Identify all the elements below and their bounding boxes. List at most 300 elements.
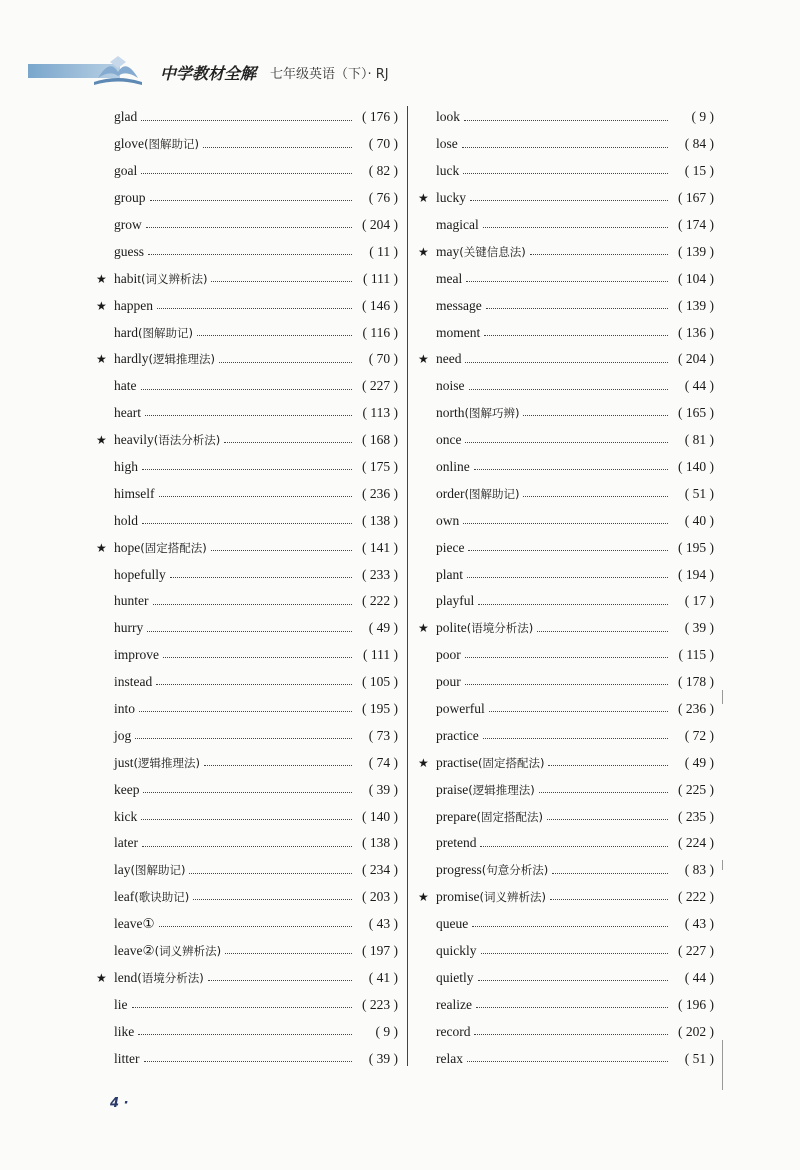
index-entry	[96, 131, 398, 158]
entry-page-ref: ( 70 )	[368, 136, 398, 152]
index-entry	[96, 265, 398, 292]
entry-page-ref: ( 17 )	[684, 593, 714, 609]
entry-page-ref: ( 15 )	[684, 163, 714, 179]
dot-leader	[463, 514, 668, 524]
entry-word: lend	[114, 969, 138, 985]
entry-page-ref: ( 73 )	[368, 727, 398, 743]
index-entry	[418, 884, 714, 911]
entry-page-ref: ( 224 )	[678, 835, 714, 851]
index-entry	[418, 857, 714, 884]
index-entry	[96, 292, 398, 319]
entry-word: grow	[114, 217, 142, 232]
index-entry	[96, 1018, 398, 1045]
index-entry	[418, 991, 714, 1018]
entry-word: habit	[114, 270, 141, 286]
dot-leader	[138, 1025, 352, 1035]
entry-word: online	[436, 459, 470, 475]
star-icon: ★	[418, 244, 429, 259]
entry-method-note: (逻辑推理法)	[133, 755, 200, 770]
entry-word: noise	[436, 378, 465, 394]
index-entry	[418, 965, 714, 992]
entry-page-ref: ( 140 )	[362, 808, 398, 824]
entry-page-ref: ( 136 )	[678, 324, 714, 340]
entry-method-note: (图解助记)	[138, 325, 193, 340]
entry-word: realize	[436, 996, 472, 1012]
dot-leader	[147, 621, 352, 631]
dot-leader	[478, 971, 669, 981]
dot-leader	[148, 245, 352, 255]
index-entry	[96, 158, 398, 185]
index-entry	[96, 185, 398, 212]
dot-leader	[484, 325, 668, 335]
index-entry	[418, 265, 714, 292]
dot-leader	[141, 164, 352, 174]
dot-leader	[481, 944, 669, 954]
index-entry	[418, 373, 714, 400]
entry-word: kick	[114, 808, 138, 824]
entry-method-note: (语境分析法)	[466, 621, 534, 636]
dot-leader	[489, 702, 668, 712]
index-entry	[418, 507, 714, 534]
entry-page-ref: ( 222 )	[362, 593, 398, 609]
entry-page-ref: ( 225 )	[678, 781, 714, 797]
entry-word: practice	[436, 727, 479, 743]
index-entry	[418, 427, 714, 454]
entry-page-ref: ( 44 )	[684, 378, 714, 394]
dot-leader	[224, 433, 352, 443]
star-icon: ★	[418, 890, 429, 905]
index-entry	[96, 373, 398, 400]
dot-leader	[142, 460, 352, 470]
dot-leader	[142, 836, 352, 846]
entry-word: prepare	[436, 808, 477, 824]
index-entry	[96, 400, 398, 427]
entry-page-ref: ( 203 )	[362, 889, 398, 905]
entry-page-ref: ( 11 )	[369, 243, 398, 259]
entry-page-ref: ( 197 )	[362, 943, 398, 959]
dot-leader	[193, 890, 352, 900]
entry-page-ref: ( 76 )	[368, 190, 398, 206]
index-entry	[418, 588, 714, 615]
dot-leader	[548, 756, 668, 766]
entry-page-ref: ( 70 )	[368, 351, 398, 367]
dot-leader	[203, 137, 352, 147]
entry-word: powerful	[436, 701, 485, 717]
index-entry	[418, 319, 714, 346]
entry-word: lay	[114, 862, 131, 878]
entry-method-note: (逻辑推理法)	[468, 782, 535, 797]
entry-word: pretend	[436, 835, 477, 851]
entry-word: improve	[114, 647, 159, 663]
entry-word: magical	[436, 217, 479, 232]
entry-page-ref: ( 111 )	[363, 270, 398, 286]
index-entry	[96, 884, 398, 911]
entry-word: goal	[114, 163, 138, 179]
dot-leader	[465, 352, 668, 362]
dot-leader	[146, 218, 352, 228]
dot-leader	[472, 917, 668, 927]
index-entry	[418, 615, 714, 642]
entry-word: hurry	[114, 620, 144, 636]
index-entry	[96, 857, 398, 884]
dot-leader	[163, 648, 352, 658]
entry-page-ref: ( 141 )	[362, 539, 398, 555]
index-entry	[96, 104, 398, 131]
entry-word: hardly	[114, 351, 149, 367]
index-entry	[418, 696, 714, 723]
index-column-right	[418, 104, 714, 1072]
index-entry	[418, 480, 714, 507]
entry-word: praise	[436, 781, 469, 797]
entry-word: moment	[436, 324, 481, 340]
entry-method-note: (语法分析法)	[153, 433, 221, 448]
entry-word: hate	[114, 378, 137, 394]
dot-leader	[523, 487, 668, 497]
index-entry	[96, 212, 398, 239]
entry-word: plant	[436, 566, 463, 582]
entry-word: polite	[436, 620, 467, 636]
index-entry	[418, 400, 714, 427]
dot-leader	[474, 460, 668, 470]
entry-method-note: (句意分析法)	[481, 863, 549, 878]
entry-word: high	[114, 459, 139, 475]
star-icon: ★	[418, 755, 429, 770]
dot-leader	[464, 110, 668, 120]
dot-leader	[463, 164, 668, 174]
index-entry	[418, 534, 714, 561]
entry-page-ref: ( 81 )	[684, 432, 714, 448]
entry-page-ref: ( 41 )	[368, 969, 398, 985]
dot-leader	[211, 540, 352, 550]
index-entry	[96, 803, 398, 830]
scan-edge-mark	[722, 690, 723, 704]
entry-page-ref: ( 40 )	[684, 512, 714, 528]
dot-leader	[204, 756, 352, 766]
index-entry	[418, 346, 714, 373]
index-entry	[96, 319, 398, 346]
dot-leader	[483, 729, 668, 739]
entry-method-note: (固定搭配法)	[140, 540, 207, 555]
dot-leader	[143, 782, 352, 792]
entry-word: hunter	[114, 593, 149, 609]
entry-page-ref: ( 84 )	[684, 136, 714, 152]
entry-method-note: (词义辨析法)	[154, 944, 222, 959]
dot-leader	[467, 1051, 668, 1061]
dot-leader	[537, 621, 668, 631]
entry-page-ref: ( 194 )	[678, 566, 714, 582]
dot-leader	[462, 137, 668, 147]
index-entry	[418, 749, 714, 776]
entry-page-ref: ( 175 )	[362, 459, 398, 475]
dot-leader	[530, 245, 668, 255]
dot-leader	[225, 944, 352, 954]
entry-word: message	[436, 297, 482, 313]
entry-page-ref: ( 83 )	[684, 862, 714, 878]
entry-page-ref: ( 202 )	[678, 1023, 714, 1039]
entry-word: promise	[436, 889, 480, 905]
entry-page-ref: ( 72 )	[684, 727, 714, 743]
entry-word: hopefully	[114, 566, 166, 582]
entry-page-ref: ( 195 )	[362, 701, 398, 717]
entry-word: relax	[436, 1050, 463, 1066]
dot-leader	[476, 998, 668, 1008]
entry-page-ref: ( 138 )	[362, 512, 398, 528]
entry-word: record	[436, 1023, 471, 1039]
dot-leader	[144, 1051, 353, 1061]
entry-page-ref: ( 104 )	[678, 270, 714, 286]
entry-page-ref: ( 9 )	[375, 1023, 398, 1039]
entry-word: himself	[114, 485, 155, 501]
dot-leader	[189, 863, 352, 873]
index-entry	[96, 480, 398, 507]
star-icon: ★	[96, 970, 107, 985]
entry-word: north	[436, 405, 465, 421]
entry-word: progress	[436, 862, 482, 878]
entry-word: own	[436, 512, 460, 528]
index-entry	[418, 1018, 714, 1045]
dot-leader	[474, 1025, 668, 1035]
entry-word: lie	[114, 996, 128, 1012]
entry-word: instead	[114, 674, 153, 690]
index-entry	[418, 911, 714, 938]
entry-word: leave①	[114, 916, 155, 932]
index-entry	[96, 776, 398, 803]
star-icon: ★	[96, 433, 107, 448]
entry-page-ref: ( 39 )	[368, 1050, 398, 1066]
entry-word: happen	[114, 297, 153, 313]
star-icon: ★	[96, 540, 107, 555]
entry-page-ref: ( 204 )	[678, 351, 714, 367]
entry-word: hold	[114, 512, 139, 528]
dot-leader	[150, 191, 353, 201]
entry-page-ref: ( 49 )	[368, 620, 398, 636]
entry-page-ref: ( 43 )	[368, 916, 398, 932]
entry-page-ref: ( 236 )	[362, 485, 398, 501]
index-entry	[418, 212, 714, 239]
entry-word: order	[436, 485, 465, 501]
entry-word: glove	[114, 136, 144, 152]
entry-word: poor	[436, 647, 461, 663]
dot-leader	[547, 809, 668, 819]
index-entry	[418, 292, 714, 319]
index-entry	[96, 588, 398, 615]
entry-word: playful	[436, 593, 475, 609]
entry-word: like	[114, 1023, 135, 1039]
dot-leader	[157, 298, 352, 308]
index-entry	[418, 830, 714, 857]
index-entry	[96, 534, 398, 561]
entry-page-ref: ( 51 )	[684, 1050, 714, 1066]
entry-word: glad	[114, 109, 138, 125]
entry-page-ref: ( 49 )	[684, 754, 714, 770]
entry-method-note: (语境分析法)	[137, 970, 204, 985]
entry-page-ref: ( 116 )	[362, 324, 398, 340]
dot-leader	[141, 379, 353, 389]
dot-leader	[483, 218, 668, 228]
entry-page-ref: ( 139 )	[678, 297, 714, 313]
entry-page-ref: ( 235 )	[678, 808, 714, 824]
index-entry	[96, 427, 398, 454]
dot-leader	[523, 406, 668, 416]
entry-page-ref: ( 111 )	[363, 647, 398, 663]
entry-word: jog	[114, 727, 132, 743]
entry-page-ref: ( 39 )	[684, 620, 714, 636]
entry-word: meal	[436, 270, 463, 286]
entry-word: heart	[114, 405, 141, 421]
index-entry	[418, 938, 714, 965]
dot-leader	[478, 594, 668, 604]
index-column-left	[96, 104, 398, 1072]
index-entry	[96, 454, 398, 481]
star-icon: ★	[418, 191, 429, 206]
index-entry	[96, 830, 398, 857]
dot-leader	[153, 594, 353, 604]
entry-page-ref: ( 140 )	[678, 459, 714, 475]
entry-word: later	[114, 835, 138, 851]
index-entry	[418, 669, 714, 696]
index-entry	[418, 642, 714, 669]
entry-page-ref: ( 138 )	[362, 835, 398, 851]
index-entry	[96, 346, 398, 373]
index-entry	[418, 1045, 714, 1072]
dot-leader	[141, 110, 352, 120]
entry-page-ref: ( 51 )	[684, 485, 714, 501]
entry-word: may	[436, 243, 460, 259]
index-entry	[96, 669, 398, 696]
index-entry	[418, 776, 714, 803]
entry-method-note: (词义辨析法)	[479, 890, 546, 905]
index-entry	[418, 185, 714, 212]
entry-page-ref: ( 44 )	[684, 969, 714, 985]
index-entry	[96, 561, 398, 588]
index-entry	[96, 238, 398, 265]
dot-leader	[132, 998, 353, 1008]
dot-leader	[141, 809, 352, 819]
dot-leader	[539, 782, 668, 792]
dot-leader	[219, 352, 352, 362]
index-entry	[418, 454, 714, 481]
dot-leader	[156, 675, 352, 685]
entry-word: pour	[436, 674, 461, 690]
entry-method-note: (逻辑推理法)	[148, 352, 215, 367]
entry-page-ref: ( 178 )	[678, 674, 714, 690]
entry-page-ref: ( 146 )	[362, 297, 398, 313]
entry-page-ref: ( 39 )	[368, 781, 398, 797]
entry-page-ref: ( 176 )	[362, 109, 398, 125]
dot-leader	[142, 514, 352, 524]
index-entry	[96, 507, 398, 534]
entry-word: just	[114, 754, 134, 770]
dot-leader	[467, 567, 668, 577]
index-entry	[418, 561, 714, 588]
entry-method-note: (歌诀助记)	[134, 890, 190, 905]
entry-word: hope	[114, 539, 141, 555]
index-entry	[418, 158, 714, 185]
entry-word: piece	[436, 539, 465, 555]
dot-leader	[170, 567, 352, 577]
dot-leader	[465, 675, 668, 685]
dot-leader	[159, 917, 352, 927]
dot-leader	[469, 379, 669, 389]
index-entry	[96, 749, 398, 776]
dot-leader	[139, 702, 352, 712]
index-entry	[418, 238, 714, 265]
dot-leader	[470, 191, 668, 201]
entry-word: litter	[114, 1050, 140, 1066]
index-entry	[96, 991, 398, 1018]
entry-method-note: (图解助记)	[144, 137, 199, 152]
entry-method-note: (图解巧辨)	[464, 406, 520, 421]
star-icon: ★	[418, 352, 429, 367]
entry-page-ref: ( 204 )	[362, 217, 398, 232]
entry-word: lucky	[436, 190, 466, 206]
entry-word: guess	[114, 243, 144, 259]
entry-page-ref: ( 222 )	[678, 889, 714, 905]
entry-method-note: (词义辨析法)	[141, 271, 208, 286]
dot-leader	[208, 971, 352, 981]
entry-page-ref: ( 115 )	[678, 647, 714, 663]
dot-leader	[145, 406, 352, 416]
entry-method-note: (关键信息法)	[459, 244, 526, 259]
dot-leader	[550, 890, 668, 900]
entry-page-ref: ( 167 )	[678, 190, 714, 206]
entry-page-ref: ( 174 )	[678, 217, 714, 232]
dot-leader	[211, 272, 352, 282]
entry-word: keep	[114, 781, 140, 797]
dot-leader	[552, 863, 668, 873]
header-subtitle: 七年级英语（下）· RJ	[270, 67, 389, 82]
entry-page-ref: ( 223 )	[362, 996, 398, 1012]
index-entry	[96, 642, 398, 669]
dot-leader	[159, 487, 353, 497]
dot-leader	[465, 433, 668, 443]
entry-word: into	[114, 701, 136, 717]
entry-word: look	[436, 109, 461, 125]
dot-leader	[480, 836, 668, 846]
header-title: 中学教材全解	[160, 64, 257, 83]
entry-page-ref: ( 139 )	[678, 243, 714, 259]
entry-page-ref: ( 195 )	[678, 539, 714, 555]
entry-word: leaf	[114, 889, 135, 905]
entry-word: heavily	[114, 432, 154, 448]
entry-page-ref: ( 105 )	[362, 674, 398, 690]
column-divider	[407, 106, 408, 1066]
entry-method-note: (图解助记)	[464, 486, 520, 501]
entry-word: queue	[436, 916, 469, 932]
dot-leader	[468, 540, 668, 550]
dot-leader	[465, 648, 668, 658]
page-header	[0, 48, 800, 98]
entry-page-ref: ( 168 )	[362, 432, 398, 448]
index-entry	[418, 104, 714, 131]
entry-word: lose	[436, 136, 458, 152]
entry-page-ref: ( 236 )	[678, 701, 714, 717]
scan-edge-mark	[722, 860, 723, 870]
scan-edge-mark	[722, 1040, 723, 1090]
index-entry	[96, 615, 398, 642]
entry-page-ref: ( 165 )	[678, 405, 714, 421]
entry-page-ref: ( 227 )	[362, 378, 398, 394]
index-entry	[96, 911, 398, 938]
page-number: 4 ·	[110, 1096, 129, 1111]
index-entry	[418, 131, 714, 158]
index-entry	[96, 696, 398, 723]
star-icon: ★	[418, 621, 429, 636]
entry-word: need	[436, 351, 462, 367]
entry-method-note: (固定搭配法)	[476, 809, 543, 824]
index-entry	[96, 722, 398, 749]
entry-page-ref: ( 74 )	[368, 754, 398, 770]
